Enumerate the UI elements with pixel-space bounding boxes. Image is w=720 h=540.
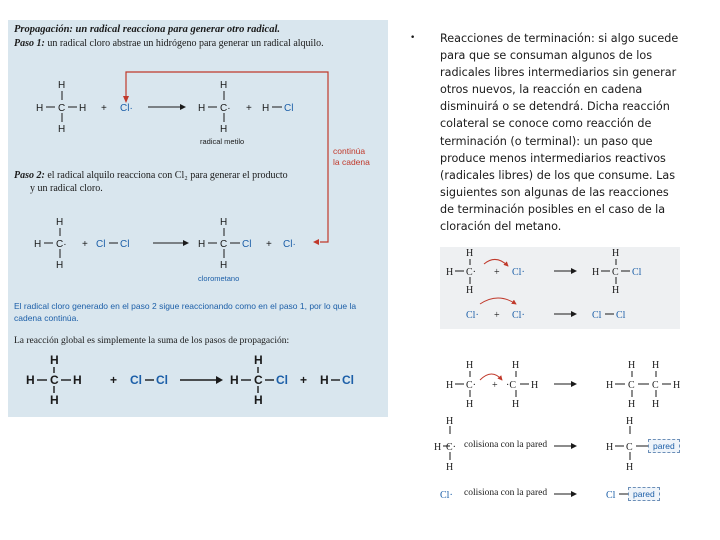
svg-text:H: H — [58, 124, 66, 135]
step2-text-2: y un radical cloro. — [30, 183, 103, 194]
svg-text:H: H — [446, 267, 454, 278]
svg-text:H: H — [512, 360, 520, 371]
svg-text:H: H — [220, 124, 228, 135]
blue-note-line2: cadena continúa. — [14, 313, 79, 323]
chloromethane-label: clorometano — [198, 274, 240, 283]
svg-text:Cl: Cl — [592, 310, 602, 321]
svg-text:H: H — [512, 399, 520, 410]
wall-box-2: pared — [628, 487, 660, 501]
svg-text:H: H — [254, 393, 263, 407]
svg-text:H: H — [606, 442, 614, 453]
svg-text:C: C — [50, 373, 59, 387]
step2-structures — [34, 217, 296, 271]
svg-text:H: H — [626, 462, 634, 473]
svg-text:H: H — [592, 267, 600, 278]
step1-label: Paso 1: — [14, 38, 45, 49]
svg-text:+: + — [110, 373, 118, 387]
svg-text:H: H — [220, 80, 228, 91]
svg-text:H: H — [652, 360, 660, 371]
svg-text:H: H — [628, 360, 636, 371]
global-reaction-caption: La reacción global es simplemente la suma de los pasos de propagación: — [14, 336, 290, 346]
svg-text:H: H — [56, 260, 64, 271]
svg-text:H: H — [220, 260, 228, 271]
svg-text:H: H — [58, 80, 66, 91]
svg-text:H: H — [652, 399, 660, 410]
svg-text:H: H — [262, 103, 270, 114]
wall-collision-label-2: colisiona con la pared — [464, 488, 548, 498]
svg-text:C·: C· — [56, 239, 67, 250]
svg-text:+: + — [101, 103, 107, 114]
svg-text:+: + — [82, 239, 88, 250]
svg-text:+: + — [494, 267, 500, 278]
figure-title: Propagación: un radical reacciona para generar otro radical. — [14, 24, 281, 35]
svg-text:H: H — [434, 442, 442, 453]
svg-text:·C: ·C — [506, 380, 516, 391]
svg-text:H: H — [198, 239, 206, 250]
svg-text:H: H — [36, 103, 44, 114]
svg-text:H: H — [26, 373, 35, 387]
methane-structure-1 — [36, 80, 293, 135]
blue-note-line1: El radical cloro generado en el paso 2 sigue reaccionando como en el paso 1, por lo que la — [14, 301, 357, 311]
svg-text:H: H — [446, 380, 454, 391]
svg-text:C: C — [612, 267, 619, 278]
svg-text:H: H — [466, 248, 474, 259]
wall-box-1: pared — [648, 439, 680, 453]
svg-text:H: H — [230, 373, 239, 387]
svg-text:Cl: Cl — [606, 490, 616, 501]
svg-text:Cl·: Cl· — [512, 310, 525, 321]
svg-text:Cl: Cl — [284, 103, 294, 114]
svg-text:Cl: Cl — [342, 373, 354, 387]
svg-text:H: H — [198, 103, 206, 114]
wall-collision-label-1: colisiona con la pared — [464, 440, 548, 450]
svg-text:C: C — [254, 373, 263, 387]
svg-text:H: H — [320, 373, 329, 387]
global-reaction — [26, 353, 354, 407]
propagation-figure — [8, 20, 388, 417]
svg-text:H: H — [220, 217, 228, 228]
svg-text:H: H — [628, 399, 636, 410]
svg-text:Cl·: Cl· — [120, 103, 133, 114]
svg-text:Cl: Cl — [96, 239, 106, 250]
methyl-radical-label: radical metilo — [200, 137, 245, 146]
svg-text:+: + — [246, 103, 252, 114]
svg-text:C·: C· — [446, 442, 456, 453]
svg-text:C: C — [58, 103, 66, 114]
svg-text:H: H — [612, 248, 620, 259]
svg-text:Cl: Cl — [616, 310, 626, 321]
svg-text:Cl·: Cl· — [440, 490, 453, 501]
svg-text:H: H — [34, 239, 42, 250]
svg-text:H: H — [50, 393, 59, 407]
svg-text:C·: C· — [466, 380, 476, 391]
svg-text:C: C — [220, 239, 228, 250]
svg-text:+: + — [494, 310, 500, 321]
svg-text:Cl·: Cl· — [283, 239, 296, 250]
svg-text:Cl: Cl — [130, 373, 142, 387]
svg-text:H: H — [466, 360, 474, 371]
svg-text:H: H — [73, 373, 82, 387]
termination-paragraph: Reacciones de terminación: si algo sucede para que se consuman algunos de los radicales libres intermediarios sin generar otros nuevos, la reacción en cadena disminuirá o se detendrá. Dicha reacción colateral se conoce como reacción de terminación (o terminal): un paso que produce menos intermediarios reactivos (radicales libres) de los que consume. Las siguientes son algunas de las reacciones de terminación posibles en el caso de la cloración del metano. — [440, 32, 679, 234]
svg-text:+: + — [300, 373, 308, 387]
bullet: • — [410, 33, 416, 43]
svg-text:Cl: Cl — [276, 373, 288, 387]
svg-text:C·: C· — [220, 103, 231, 114]
svg-text:+: + — [266, 239, 272, 250]
svg-text:H: H — [612, 285, 620, 296]
figure-drawings — [8, 20, 388, 417]
svg-text:H: H — [466, 399, 474, 410]
svg-text:+: + — [492, 380, 498, 391]
svg-text:H: H — [606, 380, 614, 391]
svg-text:Cl: Cl — [120, 239, 130, 250]
svg-text:H: H — [254, 353, 263, 367]
svg-text:H: H — [446, 462, 454, 473]
svg-text:H: H — [531, 380, 539, 391]
svg-text:Cl·: Cl· — [512, 267, 525, 278]
svg-text:H: H — [626, 416, 634, 427]
step2-line1 — [14, 170, 288, 181]
step2-text-1: el radical alquilo reacciona con Cl₂ para generar el producto — [47, 170, 288, 181]
svg-text:Cl: Cl — [632, 267, 642, 278]
svg-text:H: H — [50, 353, 59, 367]
chain-note-line2: la cadena — [333, 157, 370, 167]
svg-text:Cl: Cl — [156, 373, 168, 387]
svg-text:C: C — [628, 380, 635, 391]
svg-text:Cl: Cl — [242, 239, 252, 250]
svg-text:Cl·: Cl· — [466, 310, 479, 321]
svg-text:C: C — [652, 380, 659, 391]
svg-text:H: H — [446, 416, 454, 427]
svg-text:H: H — [56, 217, 64, 228]
step2-label: Paso 2: — [14, 170, 45, 181]
svg-text:H: H — [466, 285, 474, 296]
svg-text:H: H — [673, 380, 681, 391]
svg-text:H: H — [79, 103, 87, 114]
step1-text: un radical cloro abstrae un hidrógeno para generar un radical alquilo. — [47, 38, 324, 49]
svg-text:C·: C· — [466, 267, 476, 278]
chain-note-line1: continúa — [333, 146, 366, 156]
svg-text:C: C — [626, 442, 633, 453]
